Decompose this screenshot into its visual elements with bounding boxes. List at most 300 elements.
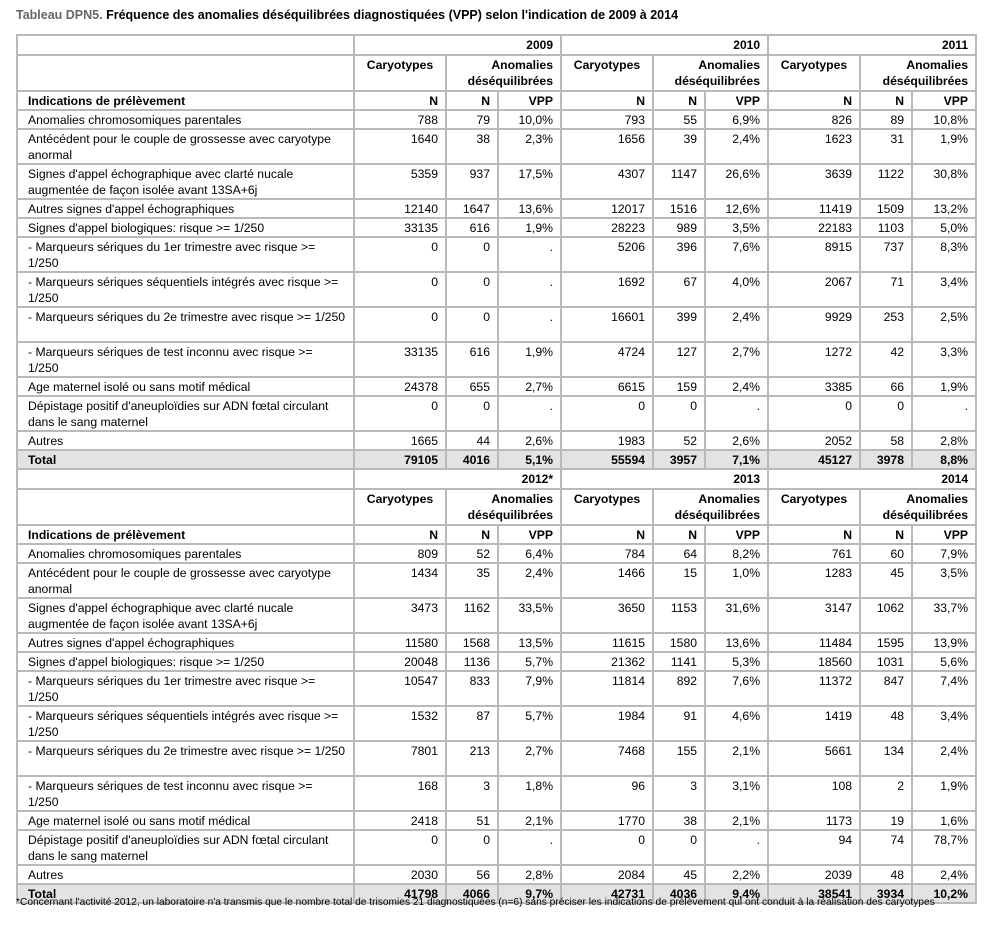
n-caryotypes-cell: 0 (561, 830, 653, 865)
n-caryotypes-cell: 11615 (561, 633, 653, 652)
total-vpp-cell: 10,2% (912, 884, 976, 903)
empty-header-cell (17, 55, 354, 91)
vpp-cell: 2,7% (498, 741, 561, 776)
n-caryotypes-cell: 24378 (354, 377, 446, 396)
year-header-row (17, 469, 976, 489)
total-vpp-cell: 5,1% (498, 450, 561, 469)
n-anomalies-header: N (860, 525, 912, 544)
table-row (17, 633, 976, 652)
total-label: Total (17, 884, 354, 903)
indication-label: Dépistage positif d'aneuploïdies sur ADN fœtal circulant dans le sang maternel (17, 830, 354, 865)
n-anomalies-cell: 1141 (653, 652, 705, 671)
vpp-header: VPP (705, 91, 768, 110)
n-caryotypes-cell: 1640 (354, 129, 446, 164)
total-row (17, 450, 976, 469)
vpp-cell: 17,5% (498, 164, 561, 199)
vpp-cell: 8,2% (705, 544, 768, 563)
n-caryotypes-cell: 1770 (561, 811, 653, 830)
vpp-cell: 10,8% (912, 110, 976, 129)
n-caryotypes-cell: 2039 (768, 865, 860, 884)
caryotypes-header: Caryotypes (354, 489, 446, 525)
n-anomalies-cell: 52 (446, 544, 498, 563)
n-caryotypes-cell: 7468 (561, 741, 653, 776)
n-caryotypes-header: N (768, 91, 860, 110)
vpp-cell: 5,0% (912, 218, 976, 237)
total-n-caryotypes-cell: 42731 (561, 884, 653, 903)
n-anomalies-cell: 1580 (653, 633, 705, 652)
total-n-caryotypes-cell: 41798 (354, 884, 446, 903)
anomalies-header: Anomalies déséquilibrées (653, 489, 768, 525)
n-caryotypes-cell: 793 (561, 110, 653, 129)
n-caryotypes-cell: 1283 (768, 563, 860, 598)
n-caryotypes-cell: 0 (354, 307, 446, 342)
n-anomalies-cell: 155 (653, 741, 705, 776)
vpp-header: VPP (498, 525, 561, 544)
vpp-cell: . (498, 307, 561, 342)
total-n-caryotypes-cell: 79105 (354, 450, 446, 469)
vpp-cell: 26,6% (705, 164, 768, 199)
n-caryotypes-cell: 3639 (768, 164, 860, 199)
empty-corner-cell (17, 469, 354, 489)
vpp-cell: 7,9% (498, 671, 561, 706)
vpp-cell: 13,6% (705, 633, 768, 652)
vpp-cell: 78,7% (912, 830, 976, 865)
n-caryotypes-cell: 1466 (561, 563, 653, 598)
vpp-header: VPP (498, 91, 561, 110)
vpp-cell: 2,1% (498, 811, 561, 830)
n-caryotypes-cell: 0 (354, 237, 446, 272)
column-header-row (17, 91, 976, 110)
vpp-cell: 3,3% (912, 342, 976, 377)
n-caryotypes-cell: 9929 (768, 307, 860, 342)
n-anomalies-cell: 35 (446, 563, 498, 598)
n-caryotypes-cell: 11814 (561, 671, 653, 706)
n-caryotypes-cell: 2418 (354, 811, 446, 830)
n-anomalies-cell: 15 (653, 563, 705, 598)
n-anomalies-cell: 67 (653, 272, 705, 307)
vpp-cell: 30,8% (912, 164, 976, 199)
n-anomalies-cell: 48 (860, 706, 912, 741)
vpp-cell: 4,6% (705, 706, 768, 741)
n-anomalies-cell: 87 (446, 706, 498, 741)
table-row (17, 563, 976, 598)
n-anomalies-cell: 48 (860, 865, 912, 884)
vpp-cell: . (498, 830, 561, 865)
vpp-cell: 10,0% (498, 110, 561, 129)
n-anomalies-header: N (653, 525, 705, 544)
vpp-cell: . (498, 272, 561, 307)
table-row (17, 218, 976, 237)
vpp-cell: 8,3% (912, 237, 976, 272)
table-row (17, 110, 976, 129)
year-header: 2014 (768, 469, 976, 489)
indication-label: - Marqueurs sériques séquentiels intégrés avec risque >= 1/250 (17, 706, 354, 741)
table-row (17, 598, 976, 633)
n-anomalies-cell: 0 (653, 830, 705, 865)
table-row (17, 431, 976, 450)
indication-label: Age maternel isolé ou sans motif médical (17, 377, 354, 396)
n-anomalies-cell: 1136 (446, 652, 498, 671)
table-row (17, 129, 976, 164)
n-caryotypes-cell: 4724 (561, 342, 653, 377)
total-n-anomalies-cell: 3934 (860, 884, 912, 903)
vpp-cell: . (498, 396, 561, 431)
indication-label: - Marqueurs sériques de test inconnu avec risque >= 1/250 (17, 342, 354, 377)
group-header-row (17, 489, 976, 525)
table-row (17, 776, 976, 811)
n-anomalies-cell: 0 (653, 396, 705, 431)
total-n-anomalies-cell: 3978 (860, 450, 912, 469)
n-anomalies-cell: 0 (446, 307, 498, 342)
n-caryotypes-cell: 10547 (354, 671, 446, 706)
n-anomalies-cell: 60 (860, 544, 912, 563)
n-anomalies-cell: 134 (860, 741, 912, 776)
n-anomalies-cell: 45 (860, 563, 912, 598)
n-anomalies-cell: 74 (860, 830, 912, 865)
vpp-cell: 13,6% (498, 199, 561, 218)
vpp-cell: 7,6% (705, 237, 768, 272)
vpp-cell: 2,4% (912, 741, 976, 776)
total-label: Total (17, 450, 354, 469)
vpp-cell: 33,5% (498, 598, 561, 633)
n-caryotypes-cell: 1983 (561, 431, 653, 450)
total-vpp-cell: 7,1% (705, 450, 768, 469)
n-anomalies-cell: 937 (446, 164, 498, 199)
n-caryotypes-cell: 11372 (768, 671, 860, 706)
n-anomalies-cell: 51 (446, 811, 498, 830)
n-caryotypes-cell: 761 (768, 544, 860, 563)
n-anomalies-cell: 833 (446, 671, 498, 706)
n-caryotypes-cell: 0 (354, 396, 446, 431)
table-2012-2014 (16, 468, 977, 904)
vpp-cell: 2,4% (705, 307, 768, 342)
n-caryotypes-cell: 11419 (768, 199, 860, 218)
vpp-cell: 2,8% (498, 865, 561, 884)
n-anomalies-cell: 253 (860, 307, 912, 342)
n-caryotypes-cell: 5661 (768, 741, 860, 776)
vpp-cell: 6,9% (705, 110, 768, 129)
n-anomalies-cell: 56 (446, 865, 498, 884)
anomalies-header: Anomalies déséquilibrées (653, 55, 768, 91)
vpp-cell: . (705, 830, 768, 865)
table-row (17, 830, 976, 865)
year-header-row (17, 35, 976, 55)
vpp-cell: . (705, 396, 768, 431)
n-caryotypes-cell: 1623 (768, 129, 860, 164)
n-anomalies-cell: 19 (860, 811, 912, 830)
n-anomalies-header: N (653, 91, 705, 110)
vpp-cell: . (498, 237, 561, 272)
indication-label: Signes d'appel biologiques: risque >= 1/250 (17, 652, 354, 671)
n-caryotypes-cell: 826 (768, 110, 860, 129)
indication-label: Autres signes d'appel échographiques (17, 199, 354, 218)
indication-label: - Marqueurs sériques du 1er trimestre avec risque >= 1/250 (17, 671, 354, 706)
n-caryotypes-cell: 2030 (354, 865, 446, 884)
n-caryotypes-cell: 11484 (768, 633, 860, 652)
n-anomalies-cell: 31 (860, 129, 912, 164)
total-n-anomalies-cell: 4036 (653, 884, 705, 903)
vpp-cell: 1,9% (912, 377, 976, 396)
n-anomalies-cell: 0 (446, 272, 498, 307)
n-anomalies-cell: 989 (653, 218, 705, 237)
vpp-cell: 2,4% (705, 377, 768, 396)
total-vpp-cell: 8,8% (912, 450, 976, 469)
vpp-cell: 1,9% (498, 342, 561, 377)
n-anomalies-cell: 616 (446, 218, 498, 237)
indication-label: Anomalies chromosomiques parentales (17, 110, 354, 129)
n-anomalies-cell: 0 (446, 396, 498, 431)
vpp-cell: 7,9% (912, 544, 976, 563)
n-anomalies-cell: 1568 (446, 633, 498, 652)
row-label-header: Indications de prélèvement (17, 525, 354, 544)
indication-label: Autres signes d'appel échographiques (17, 633, 354, 652)
n-caryotypes-cell: 784 (561, 544, 653, 563)
year-header: 2013 (561, 469, 768, 489)
n-anomalies-cell: 847 (860, 671, 912, 706)
total-n-anomalies-cell: 4066 (446, 884, 498, 903)
n-anomalies-cell: 892 (653, 671, 705, 706)
vpp-cell: 2,3% (498, 129, 561, 164)
n-caryotypes-cell: 28223 (561, 218, 653, 237)
n-anomalies-cell: 0 (446, 237, 498, 272)
n-caryotypes-cell: 168 (354, 776, 446, 811)
n-anomalies-cell: 42 (860, 342, 912, 377)
n-caryotypes-cell: 108 (768, 776, 860, 811)
vpp-cell: 1,6% (912, 811, 976, 830)
n-caryotypes-cell: 1434 (354, 563, 446, 598)
year-header: 2009 (354, 35, 561, 55)
vpp-cell: 2,6% (705, 431, 768, 450)
column-header-row (17, 525, 976, 544)
vpp-cell: 5,7% (498, 652, 561, 671)
n-caryotypes-cell: 20048 (354, 652, 446, 671)
n-caryotypes-cell: 3147 (768, 598, 860, 633)
n-anomalies-cell: 52 (653, 431, 705, 450)
table-row (17, 377, 976, 396)
anomalies-header: Anomalies déséquilibrées (860, 55, 976, 91)
table-title-text: Fréquence des anomalies déséquilibrées diagnostiquées (VPP) selon l'indication de 2009 à 2014 (106, 8, 679, 22)
total-n-anomalies-cell: 3957 (653, 450, 705, 469)
vpp-cell: 12,6% (705, 199, 768, 218)
n-anomalies-cell: 127 (653, 342, 705, 377)
n-anomalies-cell: 3 (446, 776, 498, 811)
n-caryotypes-cell: 1272 (768, 342, 860, 377)
n-anomalies-cell: 0 (860, 396, 912, 431)
anomalies-header: Anomalies déséquilibrées (860, 489, 976, 525)
n-anomalies-cell: 66 (860, 377, 912, 396)
table-row (17, 544, 976, 563)
n-anomalies-cell: 1595 (860, 633, 912, 652)
n-anomalies-cell: 1153 (653, 598, 705, 633)
vpp-cell: 2,7% (705, 342, 768, 377)
vpp-cell: 2,4% (912, 865, 976, 884)
vpp-cell: 2,6% (498, 431, 561, 450)
n-anomalies-cell: 396 (653, 237, 705, 272)
table-row (17, 237, 976, 272)
n-caryotypes-cell: 0 (561, 396, 653, 431)
indication-label: - Marqueurs sériques séquentiels intégrés avec risque >= 1/250 (17, 272, 354, 307)
n-anomalies-cell: 1162 (446, 598, 498, 633)
indication-label: - Marqueurs sériques du 2e trimestre avec risque >= 1/250 (17, 307, 354, 342)
vpp-cell: 3,5% (705, 218, 768, 237)
n-caryotypes-cell: 12017 (561, 199, 653, 218)
n-anomalies-cell: 64 (653, 544, 705, 563)
vpp-cell: 13,5% (498, 633, 561, 652)
n-anomalies-cell: 71 (860, 272, 912, 307)
n-anomalies-cell: 1647 (446, 199, 498, 218)
vpp-cell: 5,3% (705, 652, 768, 671)
n-caryotypes-header: N (768, 525, 860, 544)
year-header: 2011 (768, 35, 976, 55)
vpp-cell: 5,6% (912, 652, 976, 671)
vpp-cell: 3,4% (912, 272, 976, 307)
n-anomalies-cell: 1031 (860, 652, 912, 671)
n-caryotypes-cell: 33135 (354, 342, 446, 377)
vpp-cell: 1,9% (912, 776, 976, 811)
n-caryotypes-header: N (354, 91, 446, 110)
anomalies-header: Anomalies déséquilibrées (446, 55, 561, 91)
total-n-caryotypes-cell: 45127 (768, 450, 860, 469)
n-caryotypes-cell: 1656 (561, 129, 653, 164)
n-caryotypes-cell: 3473 (354, 598, 446, 633)
table-title-lead: Tableau DPN5. (16, 8, 103, 22)
n-caryotypes-cell: 1532 (354, 706, 446, 741)
vpp-cell: 7,4% (912, 671, 976, 706)
n-caryotypes-cell: 21362 (561, 652, 653, 671)
vpp-header: VPP (912, 91, 976, 110)
n-caryotypes-cell: 12140 (354, 199, 446, 218)
group-header-row (17, 55, 976, 91)
vpp-cell: 4,0% (705, 272, 768, 307)
vpp-cell: 1,9% (498, 218, 561, 237)
n-anomalies-header: N (446, 91, 498, 110)
vpp-header: VPP (912, 525, 976, 544)
caryotypes-header: Caryotypes (768, 55, 860, 91)
n-caryotypes-cell: 16601 (561, 307, 653, 342)
n-anomalies-cell: 79 (446, 110, 498, 129)
caryotypes-header: Caryotypes (561, 489, 653, 525)
n-caryotypes-cell: 5359 (354, 164, 446, 199)
n-anomalies-cell: 159 (653, 377, 705, 396)
n-caryotypes-cell: 1419 (768, 706, 860, 741)
caryotypes-header: Caryotypes (354, 55, 446, 91)
n-caryotypes-header: N (561, 525, 653, 544)
n-anomalies-cell: 1122 (860, 164, 912, 199)
vpp-cell: 5,7% (498, 706, 561, 741)
vpp-cell: 2,1% (705, 811, 768, 830)
n-anomalies-cell: 737 (860, 237, 912, 272)
indication-label: Antécédent pour le couple de grossesse avec caryotype anormal (17, 129, 354, 164)
n-anomalies-cell: 89 (860, 110, 912, 129)
n-anomalies-cell: 39 (653, 129, 705, 164)
n-caryotypes-cell: 3385 (768, 377, 860, 396)
vpp-cell: . (912, 396, 976, 431)
n-anomalies-header: N (860, 91, 912, 110)
vpp-cell: 1,8% (498, 776, 561, 811)
footnote: *Concernant l'activité 2012, un laboratoire n'a transmis que le nombre total de trisomies 21 diagnostiquées (n=6) sans préciser les indications de prélèvement qui ont conduit à la réalisation des caryotypes (16, 897, 935, 908)
indication-label: - Marqueurs sériques du 1er trimestre avec risque >= 1/250 (17, 237, 354, 272)
n-anomalies-cell: 1516 (653, 199, 705, 218)
n-anomalies-cell: 44 (446, 431, 498, 450)
table-row (17, 164, 976, 199)
table-row (17, 396, 976, 431)
table-row (17, 307, 976, 342)
n-anomalies-cell: 38 (653, 811, 705, 830)
row-label-header: Indications de prélèvement (17, 91, 354, 110)
n-caryotypes-cell: 7801 (354, 741, 446, 776)
n-caryotypes-cell: 94 (768, 830, 860, 865)
n-caryotypes-cell: 788 (354, 110, 446, 129)
empty-header-cell (17, 489, 354, 525)
vpp-cell: 2,4% (498, 563, 561, 598)
n-caryotypes-cell: 2084 (561, 865, 653, 884)
n-anomalies-cell: 55 (653, 110, 705, 129)
n-anomalies-cell: 3 (653, 776, 705, 811)
indication-label: Autres (17, 431, 354, 450)
vpp-cell: 2,1% (705, 741, 768, 776)
total-n-anomalies-cell: 4016 (446, 450, 498, 469)
n-caryotypes-cell: 18560 (768, 652, 860, 671)
empty-corner-cell (17, 35, 354, 55)
n-anomalies-cell: 38 (446, 129, 498, 164)
n-anomalies-cell: 1103 (860, 218, 912, 237)
indication-label: Antécédent pour le couple de grossesse avec caryotype anormal (17, 563, 354, 598)
vpp-cell: 7,6% (705, 671, 768, 706)
n-caryotypes-cell: 3650 (561, 598, 653, 633)
indication-label: Signes d'appel biologiques: risque >= 1/250 (17, 218, 354, 237)
n-caryotypes-cell: 22183 (768, 218, 860, 237)
vpp-cell: 33,7% (912, 598, 976, 633)
n-anomalies-cell: 0 (446, 830, 498, 865)
n-caryotypes-cell: 1173 (768, 811, 860, 830)
n-caryotypes-cell: 4307 (561, 164, 653, 199)
n-anomalies-cell: 1062 (860, 598, 912, 633)
year-header: 2010 (561, 35, 768, 55)
caryotypes-header: Caryotypes (561, 55, 653, 91)
table-title (16, 8, 678, 22)
total-n-caryotypes-cell: 55594 (561, 450, 653, 469)
vpp-header: VPP (705, 525, 768, 544)
vpp-cell: 2,7% (498, 377, 561, 396)
indication-label: Signes d'appel échographique avec clarté nucale augmentée de façon isolée avant 13SA+6j (17, 598, 354, 633)
n-caryotypes-cell: 0 (768, 396, 860, 431)
table-row (17, 272, 976, 307)
total-vpp-cell: 9,7% (498, 884, 561, 903)
n-caryotypes-cell: 96 (561, 776, 653, 811)
n-caryotypes-cell: 33135 (354, 218, 446, 237)
table-row (17, 652, 976, 671)
vpp-cell: 2,2% (705, 865, 768, 884)
n-caryotypes-cell: 809 (354, 544, 446, 563)
n-caryotypes-cell: 2052 (768, 431, 860, 450)
total-n-caryotypes-cell: 38541 (768, 884, 860, 903)
vpp-cell: 1,0% (705, 563, 768, 598)
n-anomalies-cell: 213 (446, 741, 498, 776)
table-row (17, 342, 976, 377)
n-anomalies-cell: 1509 (860, 199, 912, 218)
n-caryotypes-header: N (561, 91, 653, 110)
n-anomalies-cell: 45 (653, 865, 705, 884)
indication-label: - Marqueurs sériques du 2e trimestre avec risque >= 1/250 (17, 741, 354, 776)
indication-label: Signes d'appel échographique avec clarté nucale augmentée de façon isolée avant 13SA+6j (17, 164, 354, 199)
vpp-cell: 1,9% (912, 129, 976, 164)
table-row (17, 199, 976, 218)
vpp-cell: 13,2% (912, 199, 976, 218)
indication-label: Anomalies chromosomiques parentales (17, 544, 354, 563)
n-caryotypes-cell: 1665 (354, 431, 446, 450)
total-vpp-cell: 9,4% (705, 884, 768, 903)
n-anomalies-cell: 2 (860, 776, 912, 811)
